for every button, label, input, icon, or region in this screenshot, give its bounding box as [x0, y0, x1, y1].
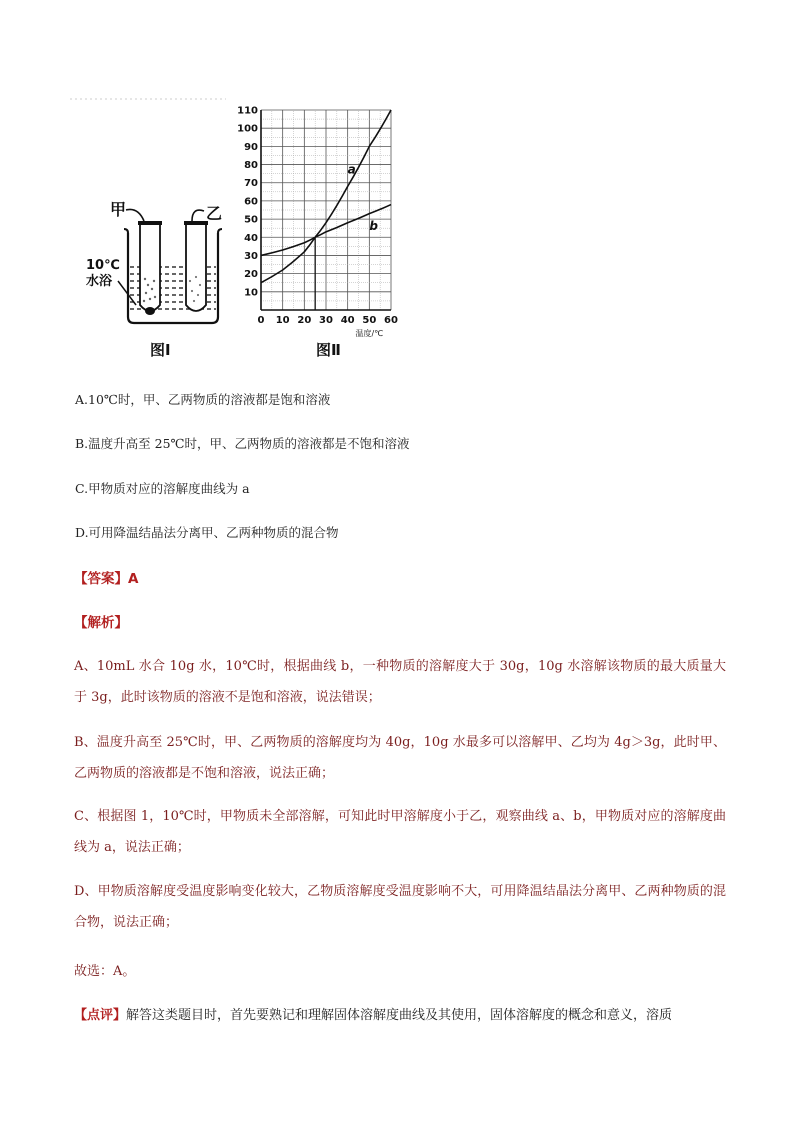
answer-value: A: [128, 571, 139, 587]
bath-label: 水浴: [86, 274, 113, 289]
option-b: B.温度升高至 25℃时，甲、乙两物质的溶液都是不饱和溶液: [75, 436, 410, 451]
option-d: D.可用降温结晶法分离甲、乙两种物质的混合物: [75, 525, 339, 540]
x-tick-label: 10: [275, 315, 290, 326]
analysis-paragraph-b: B、温度升高至 25℃时，甲、乙两物质的溶解度均为 40g，10g 水最多可以溶解甲、乙均为 4g＞3g，此时甲、乙两物质的溶液都是不饱和溶液，说法正确；: [74, 735, 726, 781]
bath-temp-label: 10℃: [86, 258, 120, 273]
y-tick-label: 10: [244, 287, 258, 299]
analysis-label: 【解析】: [74, 615, 128, 631]
figure-area: [66, 95, 416, 365]
analysis-paragraph-c: C、根据图 1，10℃时，甲物质未全部溶解，可知此时甲溶解度小于乙，观察曲线 a、b，甲物质对应的溶解度曲线为 a，说法正确；: [74, 809, 726, 855]
chart-grid: [261, 110, 391, 310]
series-label-a: a: [347, 162, 356, 177]
y-tick-label: 90: [244, 141, 258, 153]
answer-label: 【答案】: [74, 571, 128, 587]
x-tick-label: 50: [362, 315, 377, 326]
answer-line: [74, 567, 138, 587]
x-tick-label: 20: [297, 315, 312, 326]
y-tick-label: 30: [244, 250, 258, 262]
label-jia: 甲: [110, 200, 127, 219]
x-tick-label: 30: [319, 315, 333, 326]
beaker-diagram: [66, 95, 226, 365]
analysis-paragraph-d: D、甲物质溶解度受温度影响变化较大，乙物质溶解度受温度影响不大，可用降温结晶法分离甲、乙两种物质的混合物，说法正确；: [74, 884, 726, 930]
y-tick-label: 100: [237, 123, 258, 135]
x-tick-label: 0: [257, 315, 265, 326]
review-label: 【点评】: [74, 1008, 127, 1023]
y-tick-label: 110: [237, 105, 258, 117]
series-label-b: b: [369, 219, 378, 233]
option-a: A.10℃时，甲、乙两物质的溶液都是饱和溶液: [75, 392, 331, 407]
x-tick-label: 60: [384, 315, 398, 326]
y-tick-label: 60: [244, 196, 258, 208]
figure-1-caption: 图Ⅰ: [150, 341, 171, 359]
option-c: C.甲物质对应的溶解度曲线为 a: [75, 481, 250, 496]
review-line: [74, 1004, 726, 1023]
figure-2-caption: 图Ⅱ: [316, 341, 341, 359]
y-tick-label: 70: [244, 178, 258, 190]
review-text: 解答这类题目时，首先要熟记和理解固体溶解度曲线及其使用，固体溶解度的概念和意义，溶质: [126, 1008, 673, 1023]
x-axis-label: 温度/℃: [355, 329, 384, 338]
y-tick-label: 50: [244, 214, 258, 226]
x-tick-label: 40: [340, 315, 355, 326]
analysis-conclusion: 故选：A。: [74, 964, 136, 979]
solubility-chart: [231, 100, 401, 340]
label-yi: 乙: [206, 204, 223, 223]
analysis-paragraph-a: A、10mL 水合 10g 水，10℃时，根据曲线 b，一种物质的溶解度大于 30g，10g 水溶解该物质的最大质量大于 3g，此时该物质的溶液不是饱和溶液，说法错误；: [74, 659, 726, 705]
chart-labels: [348, 163, 379, 233]
y-tick-label: 20: [244, 269, 258, 281]
y-tick-label: 80: [244, 160, 258, 172]
y-tick-label: 40: [244, 232, 258, 244]
